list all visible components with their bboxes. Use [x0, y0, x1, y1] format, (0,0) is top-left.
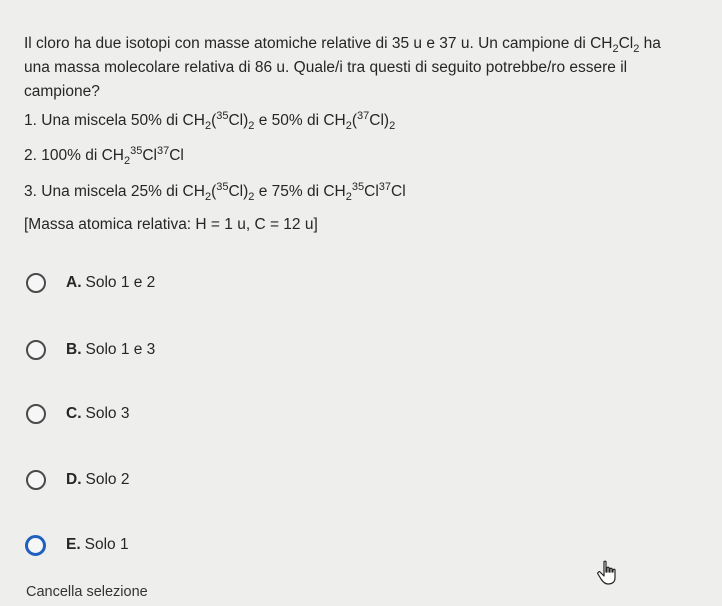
statement-2-text: 100% di $CH_2^{35}Cl^{37}Cl$	[41, 145, 184, 167]
hand-cursor-icon	[596, 560, 620, 586]
question-line-1-tail: ha	[643, 35, 661, 52]
statement-2: 2. 100% di $CH_2^{35}Cl^{37}Cl$	[24, 145, 184, 167]
question-line-2: una massa molecolare relativa di 86 u. Quale/i tra questi di seguito potrebbe/ro essere il	[24, 59, 628, 76]
radio-d[interactable]	[26, 470, 46, 490]
question-text	[24, 32, 714, 104]
radio-e[interactable]	[25, 535, 46, 556]
clear-selection-link[interactable]: Cancella selezione	[26, 584, 148, 600]
radio-b[interactable]	[26, 340, 46, 360]
statement-3: 3. Una miscela 25% di $CH_2(^{35}Cl)_2$ e 75% di $CH_2^{35}Cl^{37}Cl$	[24, 181, 406, 203]
statement-3-text: Una miscela 25% di $CH_2(^{35}Cl)_2$ e 75% di $CH_2^{35}Cl^{37}Cl$	[41, 181, 406, 203]
statement-1-text: Una miscela 50% di $CH_2(^{35}Cl)_2$ e 50% di $CH_2(^{37}Cl)_2$	[41, 110, 396, 132]
choice-d[interactable]: D. Solo 2	[24, 465, 424, 495]
choice-a[interactable]: A. Solo 1 e 2	[24, 268, 424, 298]
choice-b[interactable]: B. Solo 1 e 3	[24, 335, 424, 365]
choice-e[interactable]: E. Solo 1	[24, 530, 424, 560]
choice-c[interactable]: C. Solo 3	[24, 399, 424, 429]
radio-c[interactable]	[26, 404, 46, 424]
formula-ch2cl2: $CH_2Cl_2$	[590, 35, 640, 55]
question-line-3: campione?	[24, 83, 100, 100]
statement-1: 1. Una miscela 50% di $CH_2(^{35}Cl)_2$ e 50% di $CH_2(^{37}Cl)_2$	[24, 110, 396, 132]
radio-a[interactable]	[26, 273, 46, 293]
question-line-1: Il cloro ha due isotopi con masse atomiche relative di 35 u e 37 u. Un campione di	[24, 35, 586, 52]
atomic-mass-note: [Massa atomica relativa: H = 1 u, C = 12 u]	[24, 216, 318, 233]
